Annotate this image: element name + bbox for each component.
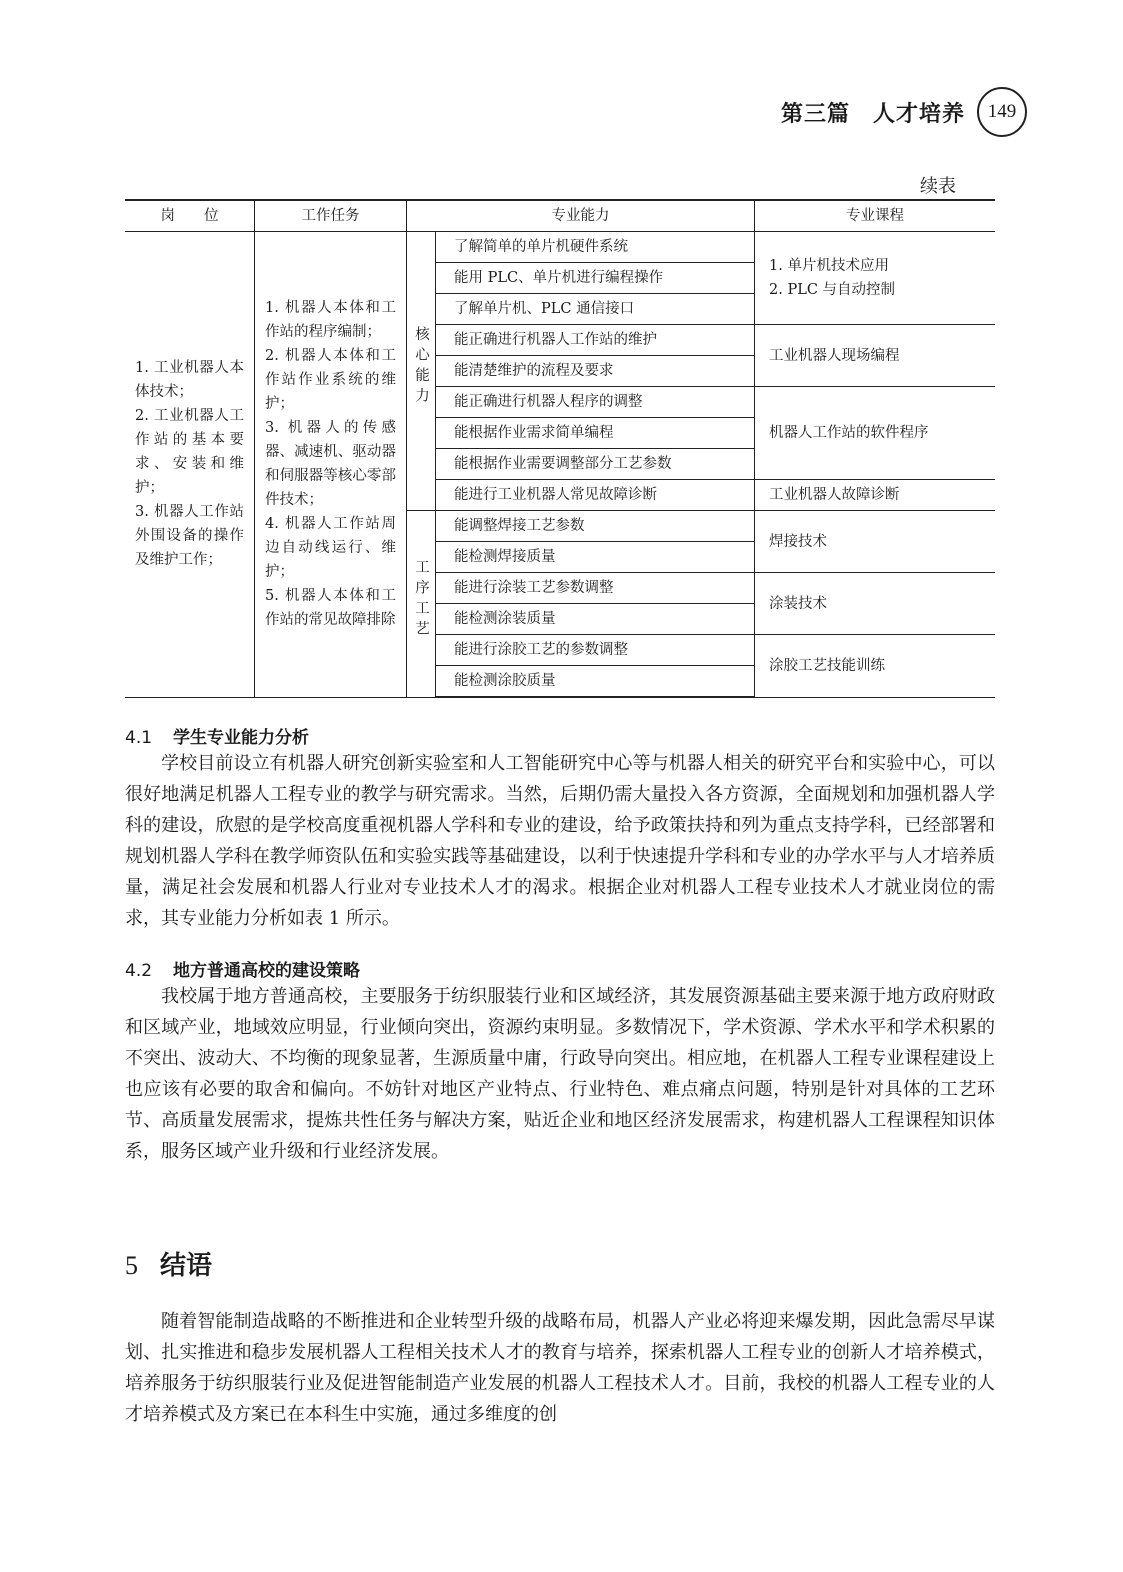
task-item: 1. 机器人本体和工作站的程序编制； (265, 300, 396, 341)
header-title: 第三篇 人才培养 (780, 100, 965, 127)
chapter-title: 结语 (160, 1251, 213, 1281)
category-process (407, 511, 436, 698)
category-process-label: 工序工艺 (413, 558, 429, 641)
section-heading-4-1 (125, 723, 309, 748)
paragraph-4-2: 我校属于地方普通高校，主要服务于纺织服装行业和区域经济，其发展资源基础主要来源于地方政府财政和区域产业，地域效应明显，行业倾向突出，资源约束明显。多数情况下，学术资源、学术水平和学术积累的不突出、波动大、不均衡的现象显著，生源质量中庸，行政导向突出。相应地，在机器人工程专业课程建设上也应该有必要的取舍和偏向。不妨针对地区产业特点、行业特色、难点痛点问题，特别是针对具体的工艺环节、高质量发展需求，提炼共性任务与解决方案，贴近企业和地区经济发展需求，构建机器人工程课程知识体系，服务区域产业升级和行业经济发展。 (125, 986, 995, 1162)
section-heading-4-2 (125, 956, 360, 981)
ability-cell: 能根据作业需求简单编程 (436, 418, 755, 449)
ability-cell: 能检测焊接质量 (436, 542, 755, 573)
header-course: 专业课程 (755, 200, 996, 232)
task-item: 5. 机器人本体和工作站的常见故障排除 (265, 588, 396, 629)
ability-cell: 了解单片机、PLC 通信接口 (436, 294, 755, 325)
course-item: 1. 单片机技术应用 (769, 258, 889, 274)
ability-cell: 能进行涂胶工艺的参数调整 (436, 635, 755, 666)
running-header (781, 86, 1027, 138)
section-title: 地方普通高校的建设策略 (173, 961, 360, 981)
paragraph-5: 随着智能制造战略的不断推进和企业转型升级的战略布局，机器人产业必将迎来爆发期，因此急需尽早谋划、扎实推进和稳步发展机器人工程相关技术人才的教育与培养，探索机器人工程专业的创新人才培养模式，培养服务于纺织服装行业及促进智能制造产业发展的机器人工程技术人才。目前，我校的机器人工程专业的人才培养模式及方案已在本科生中实施，通过多维度的创 (125, 1311, 995, 1425)
header-position: 岗 位 (125, 200, 255, 232)
course-cell (755, 232, 996, 325)
course-item: 2. PLC 与自动控制 (769, 282, 896, 298)
section-title: 学生专业能力分析 (173, 728, 309, 748)
chapter-number: 5 (125, 1251, 138, 1280)
task-item: 4. 机器人工作站周边自动线运行、维护； (265, 516, 396, 581)
category-core (407, 232, 436, 511)
chapter-heading-5 (125, 1245, 212, 1282)
task-item: 3. 机器人的传感器、减速机、驱动器和伺服器等核心零部件技术； (265, 420, 396, 509)
header-task: 工作任务 (255, 200, 407, 232)
task-cell (255, 232, 407, 698)
ability-cell: 能根据作业需要调整部分工艺参数 (436, 449, 755, 480)
ability-cell: 能正确进行机器人工作站的维护 (436, 325, 755, 356)
course-cell: 焊接技术 (755, 511, 996, 573)
ability-cell: 能检测涂胶质量 (436, 666, 755, 698)
section-number: 4.2 (125, 961, 153, 981)
ability-cell: 能正确进行机器人程序的调整 (436, 387, 755, 418)
table-continued-label: 续表 (920, 176, 956, 197)
ability-cell: 能进行工业机器人常见故障诊断 (436, 480, 755, 511)
ability-cell: 能调整焊接工艺参数 (436, 511, 755, 542)
course-cell: 工业机器人故障诊断 (755, 480, 996, 511)
ability-cell: 能进行涂装工艺参数调整 (436, 573, 755, 604)
header-ability: 专业能力 (407, 200, 755, 232)
ability-table (125, 199, 995, 698)
ability-cell: 能用 PLC、单片机进行编程操作 (436, 263, 755, 294)
ability-cell: 能检测涂装质量 (436, 604, 755, 635)
course-cell: 涂胶工艺技能训练 (755, 635, 996, 698)
position-item: 2. 工业机器人工作站的基本要求、安装和维护； (135, 408, 244, 497)
position-item: 1. 工业机器人本体技术； (135, 360, 244, 401)
position-item: 3. 机器人工作站外围设备的操作及维护工作； (135, 504, 244, 569)
position-cell (125, 232, 255, 698)
paragraph-4-1: 学校目前设立有机器人研究创新实验室和人工智能研究中心等与机器人相关的研究平台和实验中心，可以很好地满足机器人工程专业的教学与研究需求。当然，后期仍需大量投入各方资源，全面规划和加强机器人学科的建设，欣慰的是学校高度重视机器人学科和专业的建设，给予政策扶持和列为重点支持学科，已经部署和规划机器人学科在教学师资队伍和实验实践等基础建设，以利于快速提升学科和专业的办学水平与人才培养质量，满足社会发展和机器人行业对专业技术人才的渴求。根据企业对机器人工程专业技术人才就业岗位的需求，其专业能力分析如表 1 所示。 (125, 753, 995, 929)
category-core-label: 核心能力 (413, 326, 429, 408)
task-item: 2. 机器人本体和工作站作业系统的维护； (265, 348, 396, 413)
ability-cell: 能清楚维护的流程及要求 (436, 356, 755, 387)
course-cell: 工业机器人现场编程 (755, 325, 996, 387)
table-header-row (125, 200, 995, 232)
course-cell: 机器人工作站的软件程序 (755, 387, 996, 480)
section-number: 4.1 (125, 728, 153, 748)
ability-cell: 了解简单的单片机硬件系统 (436, 232, 755, 263)
course-cell: 涂装技术 (755, 573, 996, 635)
table-row (125, 232, 995, 263)
page-number: 149 (977, 87, 1027, 137)
